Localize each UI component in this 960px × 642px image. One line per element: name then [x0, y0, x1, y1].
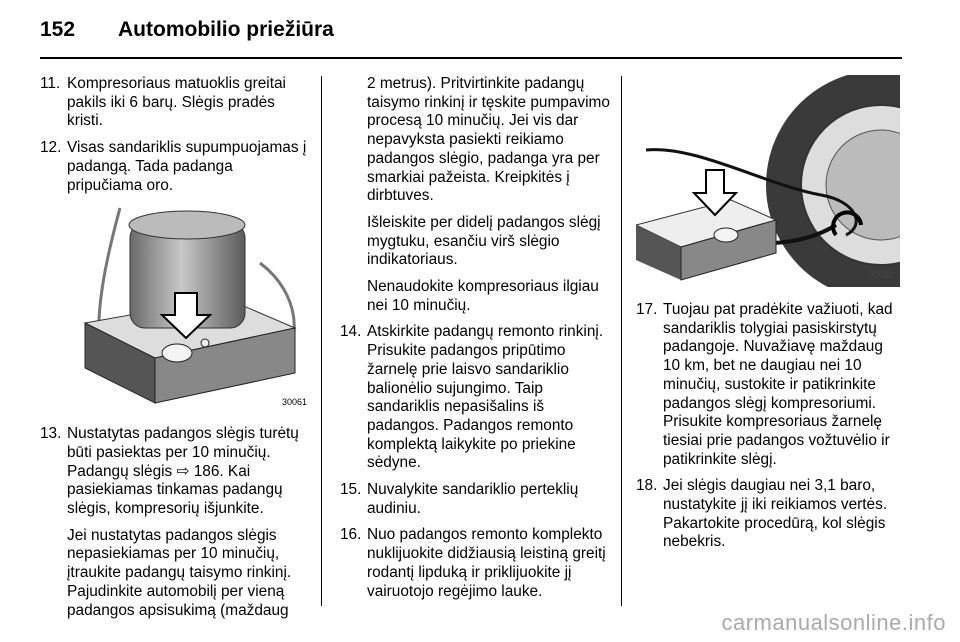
item-text: Jei slėgis daugiau nei 3,1 baro, nustatykite jį iki reikiamos vertės. Pakartokite procedūrą, kol slėgis nebekris.: [663, 477, 888, 551]
page-title: Automobilio priežiūra: [118, 18, 334, 41]
watermark: carmanualsonline.info: [721, 610, 946, 635]
paragraph: Nenaudokite kompresoriaus ilgiau nei 10 minučių.: [367, 278, 599, 314]
item-number: 15.: [340, 481, 362, 499]
column-2: [340, 75, 612, 609]
figure-code: 30061: [281, 396, 307, 407]
list-item: [636, 301, 904, 469]
list-item: [636, 477, 904, 552]
item-text: Visas sandariklis supumpuojamas į padangą. Tada padanga pripučiama oro.: [67, 139, 307, 194]
item-number: 11.: [40, 75, 61, 92]
compressor-illustration: [65, 203, 311, 413]
item-text: Atskirkite padangų remonto rinkinį. Prisukite padangos pripūtimo žarnelę prie laisvo sandariklio balionėlio sujungimo. Taip sandariklis nepasišalins iš padangos. Padangos remonto komplektą laikykite po priekine sėdyne.: [367, 323, 604, 472]
item-number: 12.: [40, 139, 62, 157]
item-number: 13.: [40, 425, 62, 443]
list-item: [40, 139, 312, 195]
column-divider-2: [621, 76, 622, 606]
figure-code: 30062: [868, 270, 894, 281]
list-item: [340, 526, 612, 601]
column-1: [40, 75, 312, 628]
paragraph: 2 metrus). Pritvirtinkite padangų taisymo rinkinį ir tęskite pumpavimo procesą 10 minučių. Jei vis dar nepavyksta pasiekti reikiamo padangos slėgio, padanga yra per smarkiai pažeista. Kreipkitės į dirbtuves.: [367, 75, 610, 205]
header-rule: [40, 57, 902, 59]
item-text: Tuojau pat pradėkite važiuoti, kad sandariklis tolygiai pasiskirstytų padangoje. Nuvažiavę maždaug 10 km, bet ne daugiau nei 10 minučių, sustokite ir patikrinkite padangos slėgį kompresoriumi. Prisukite kompresoriaus žarnelę tiesiai prie padangos vožtuvėlio ir patikrinkite slėgį.: [663, 301, 893, 468]
item-text: Nustatytas padangos slėgis turėtų būti pasiektas per 10 minučių. Padangų slėgis ⇨ 186. Kai pasiekiamas tinkamas padangų slėgis, kompresorių išjunkite.: [67, 425, 299, 518]
compressor-drawing: [65, 203, 311, 413]
page-number: 152: [40, 18, 76, 41]
list-item: [340, 481, 612, 518]
paragraph: Išleiskite per didelį padangos slėgį mygtuku, esančiu virš slėgio indikatoriaus.: [367, 213, 601, 269]
page-header: [40, 18, 334, 42]
list-item: [40, 75, 312, 131]
paragraph: Jei nustatytas padangos slėgis nepasiekiamas per 10 minučių, įtraukite padangų taisymo rinkinį. Pajudinkite automobilį per vieną padangos apsisukimą (maždaug: [67, 526, 292, 619]
tire-compressor-drawing: [636, 75, 900, 287]
item-number: 18.: [636, 477, 658, 495]
item-number: 16.: [340, 526, 362, 544]
list-item: [40, 425, 312, 519]
list-item: [340, 323, 612, 473]
tire-compressor-illustration: [636, 75, 900, 287]
item-number: 17.: [636, 301, 658, 318]
item-text: Nuvalykite sandariklio perteklių audiniu.: [367, 481, 579, 517]
item-number: 14.: [340, 323, 362, 341]
item-text: Nuo padangos remonto komplekto nuklijuokite didžiausią leistiną greitį rodantį lipduką ir priklijuokite jį vairuotojo regėjimo lauke.: [367, 526, 606, 600]
column-3: [636, 75, 904, 560]
item-text: Kompresoriaus matuoklis greitai pakils iki 6 barų. Slėgis pradės kristi.: [67, 75, 286, 130]
column-divider-1: [321, 76, 322, 606]
